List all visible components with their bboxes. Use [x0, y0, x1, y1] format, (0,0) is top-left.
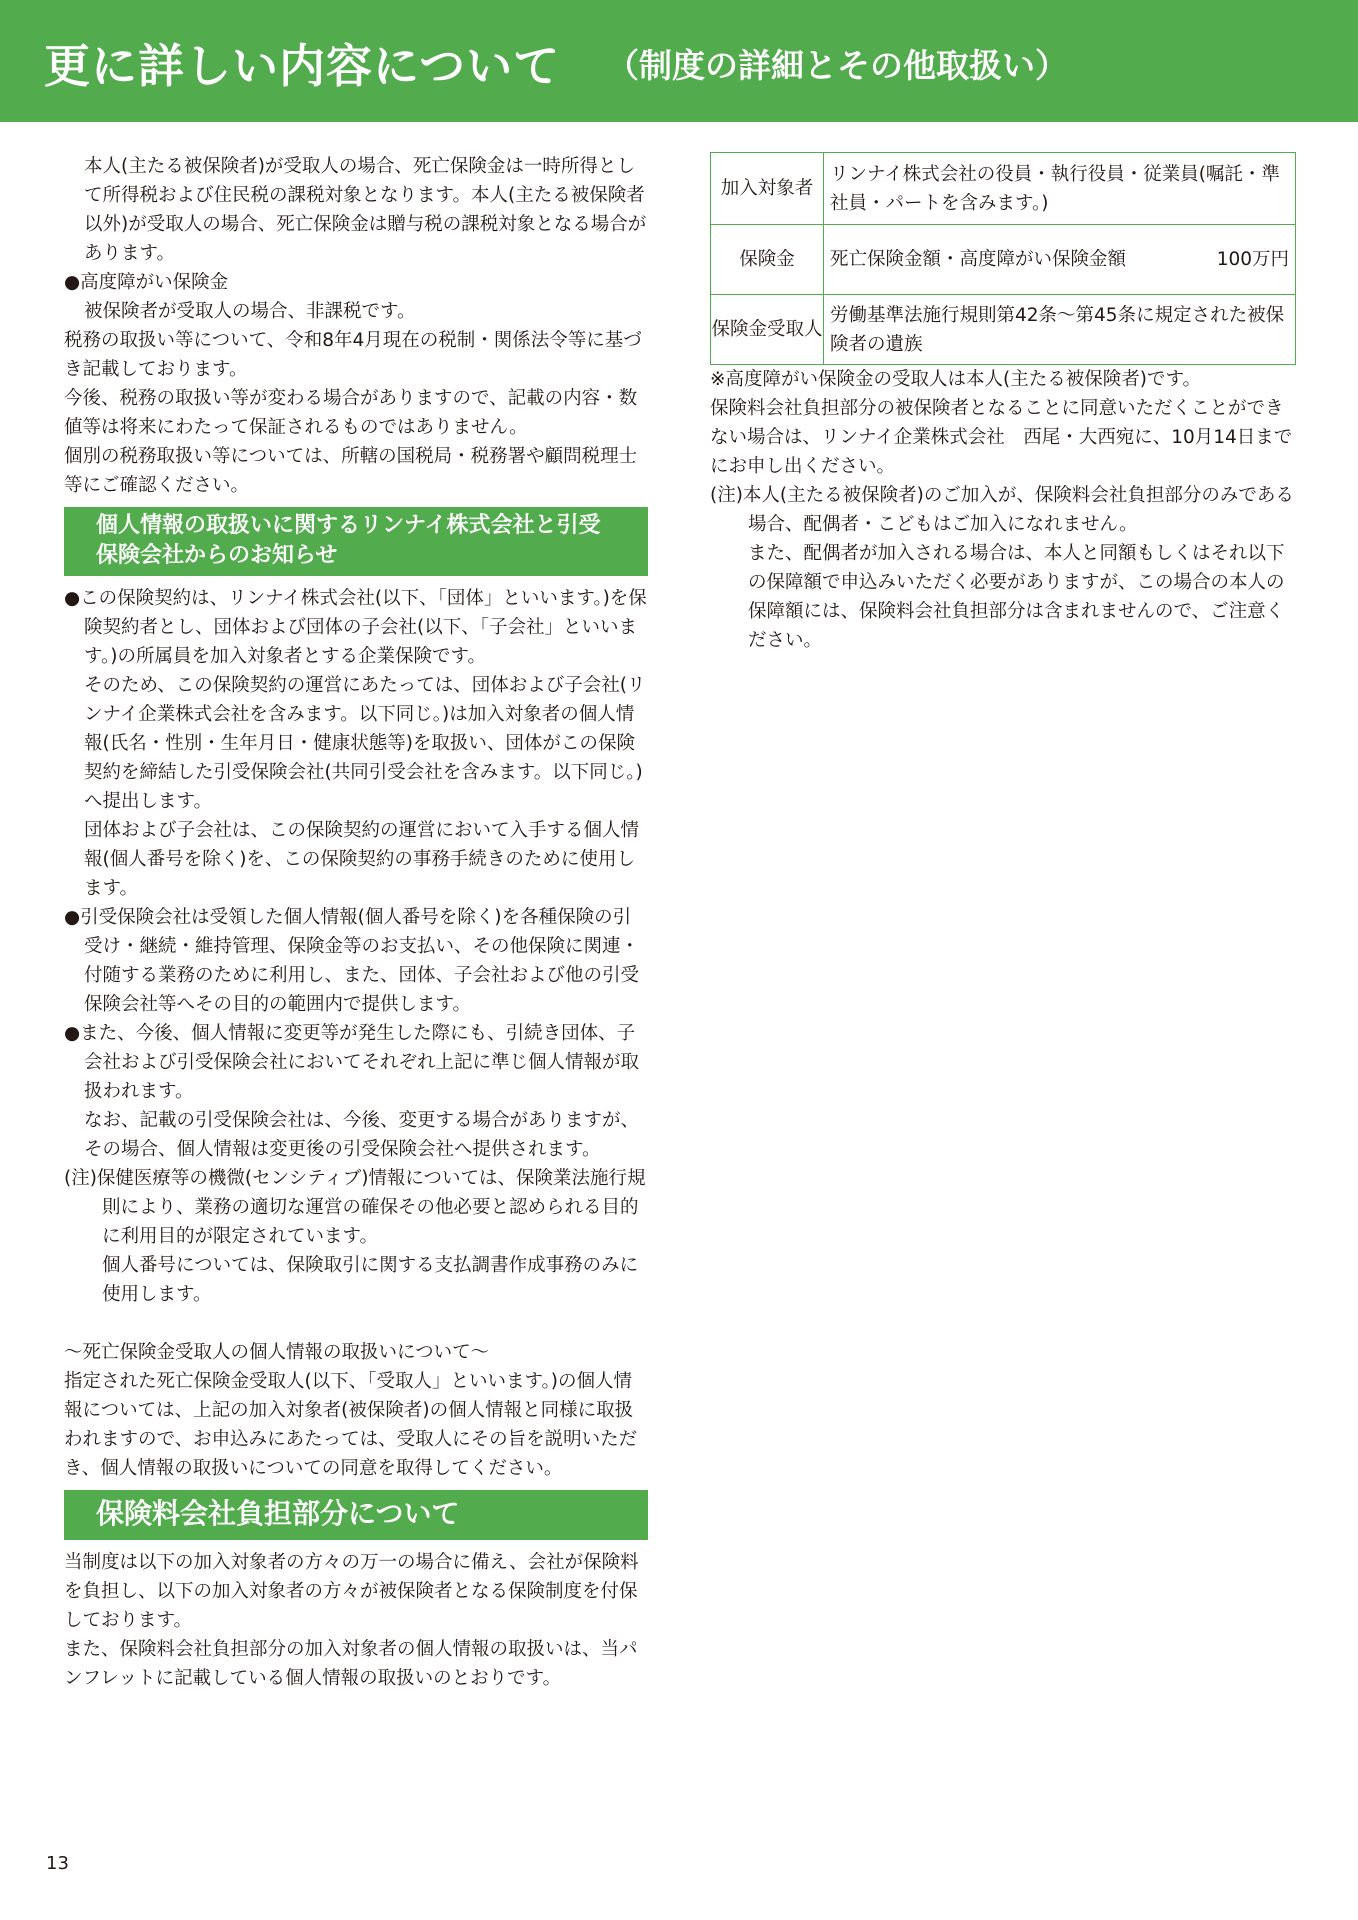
table-label: 保険金受取人 — [711, 295, 824, 365]
note-paragraph: (注)本人(主たる被保険者)のご加入が、保険料会社負担部分のみである場合、配偶者・こどもはご加入になれません。 — [710, 485, 1294, 535]
asterisk-note: ※高度障がい保険金の受取人は本人(主たる被保険者)です。 — [710, 369, 1201, 390]
beneficiary-title: ～死亡保険金受取人の個人情報の取扱いについて～ — [64, 1342, 490, 1363]
privacy-note-paragraph: 個人番号については、保険取引に関する支払調書作成事務のみに使用します。 — [102, 1255, 639, 1305]
privacy-paragraph: なお、記載の引受保険会社は、今後、変更する場合がありますが、その場合、個人情報は変更後の引受保険会社へ提供されます。 — [84, 1110, 640, 1160]
tax-bullet-text: 被保険者が受取人の場合、非課税です。 — [84, 301, 416, 322]
privacy-bullet: ●また、今後、個人情報に変更等が発生した際にも、引続き団体、子会社および引受保険会社においてそれぞれ上記に準じ個人情報が取扱われます。 — [64, 1023, 640, 1102]
table-row — [711, 225, 1296, 295]
table-label: 加入対象者 — [711, 153, 824, 225]
table-value: 労働基準法施行規則第42条～第45条に規定された被保険者の遺族 — [824, 295, 1296, 365]
coverage-description: 死亡保険金額・高度障がい保険金額 — [830, 249, 1127, 270]
left-column — [64, 152, 648, 1693]
privacy-paragraph: 団体および子会社は、この保険契約の運営において入手する個人情報(個人番号を除く)を、この保険契約の事務手続きのために使用します。 — [84, 820, 640, 899]
premium-section-heading: 保険料会社負担部分について — [64, 1490, 648, 1540]
premium-paragraph: 当制度は以下の加入対象者の方々の万一の場合に備え、会社が保険料を負担し、以下の加入対象者の方々が被保険者となる保険制度を付保しております。 — [64, 1552, 639, 1631]
tax-paragraph: 今後、税務の取扱い等が変わる場合がありますので、記載の内容・数値等は将来にわたって保証されるものではありません。 — [64, 388, 638, 438]
page-subtitle: （制度の詳細とその他取扱い） — [606, 46, 1068, 85]
privacy-paragraph: そのため、この保険契約の運営にあたっては、団体および子会社(リンナイ企業株式会社を含みます。以下同じ。)は加入対象者の個人情報(氏名・性別・生年月日・健康状態等)を取扱い、団体がこの保険契約を締結した引受保険会社(共同引受会社を含みます。以下同じ。)へ提出します。 — [84, 675, 646, 812]
tax-paragraph: 本人(主たる被保険者)が受取人の場合、死亡保険金は一時所得として所得税および住民税の課税対象となります。本人(主たる被保険者以外)が受取人の場合、死亡保険金は贈与税の課税対象となる場合があります。 — [84, 156, 647, 264]
tax-paragraph: 個別の税務取扱い等については、所轄の国税局・税務署や顧問税理士等にご確認ください。 — [64, 446, 638, 496]
privacy-note: (注)保健医療等の機微(センシティブ)情報については、保険業法施行規則により、業務の適切な運営の確保その他必要と認められる目的に利用目的が限定されています。 — [64, 1168, 646, 1247]
consent-paragraph: 保険料会社負担部分の被保険者となることに同意いただくことができない場合は、リンナイ企業株式会社 西尾・大西宛に、10月14日までにお申し出ください。 — [710, 398, 1293, 477]
privacy-bullet: ●この保険契約は、リンナイ株式会社(以下、「団体」といいます。)を保険契約者とし、団体および団体の子会社(以下、「子会社」といいます。)の所属員を加入対象者とする企業保険です。 — [64, 588, 647, 667]
privacy-section-heading: 個人情報の取扱いに関するリンナイ株式会社と引受 保険会社からのお知らせ — [64, 507, 648, 576]
note-paragraph: また、配偶者が加入される場合は、本人と同額もしくはそれ以下の保障額で申込みいただく必要がありますが、この場合の本人の保障額には、保険料会社負担部分は含まれませんので、ご注意ください。 — [748, 543, 1285, 651]
page-header — [0, 0, 1358, 122]
table-value — [824, 225, 1296, 295]
page-title: 更に詳しい内容について — [44, 39, 561, 93]
premium-paragraph: また、保険料会社負担部分の加入対象者の個人情報の取扱いは、当パンフレットに記載している個人情報の取扱いのとおりです。 — [64, 1639, 638, 1689]
table-row — [711, 295, 1296, 365]
coverage-amount: 100万円 — [1216, 249, 1289, 270]
table-label: 保険金 — [711, 225, 824, 295]
coverage-table — [710, 152, 1296, 365]
page-number: 13 — [46, 1853, 69, 1874]
beneficiary-text: 指定された死亡保険金受取人(以下、「受取人」といいます。)の個人情報については、上記の加入対象者(被保険者)の個人情報と同様に取扱われますので、お申込みにあたっては、受取人にその旨を説明いただき、個人情報の取扱いについての同意を取得してください。 — [64, 1371, 638, 1479]
table-value: リンナイ株式会社の役員・執行役員・従業員(嘱託・準社員・パートを含みます。) — [824, 153, 1296, 225]
tax-bullet-heading: ●高度障がい保険金 — [64, 272, 229, 293]
tax-paragraph: 税務の取扱い等について、令和8年4月現在の税制・関係法令等に基づき記載しております。 — [64, 330, 642, 380]
table-row — [711, 153, 1296, 225]
right-column — [710, 152, 1296, 655]
privacy-bullet: ●引受保険会社は受領した個人情報(個人番号を除く)を各種保険の引受け・継続・維持管理、保険金等のお支払い、その他保険に関連・付随する業務のために利用し、また、団体、子会社および他の引受保険会社等へその目的の範囲内で提供します。 — [64, 907, 640, 1015]
